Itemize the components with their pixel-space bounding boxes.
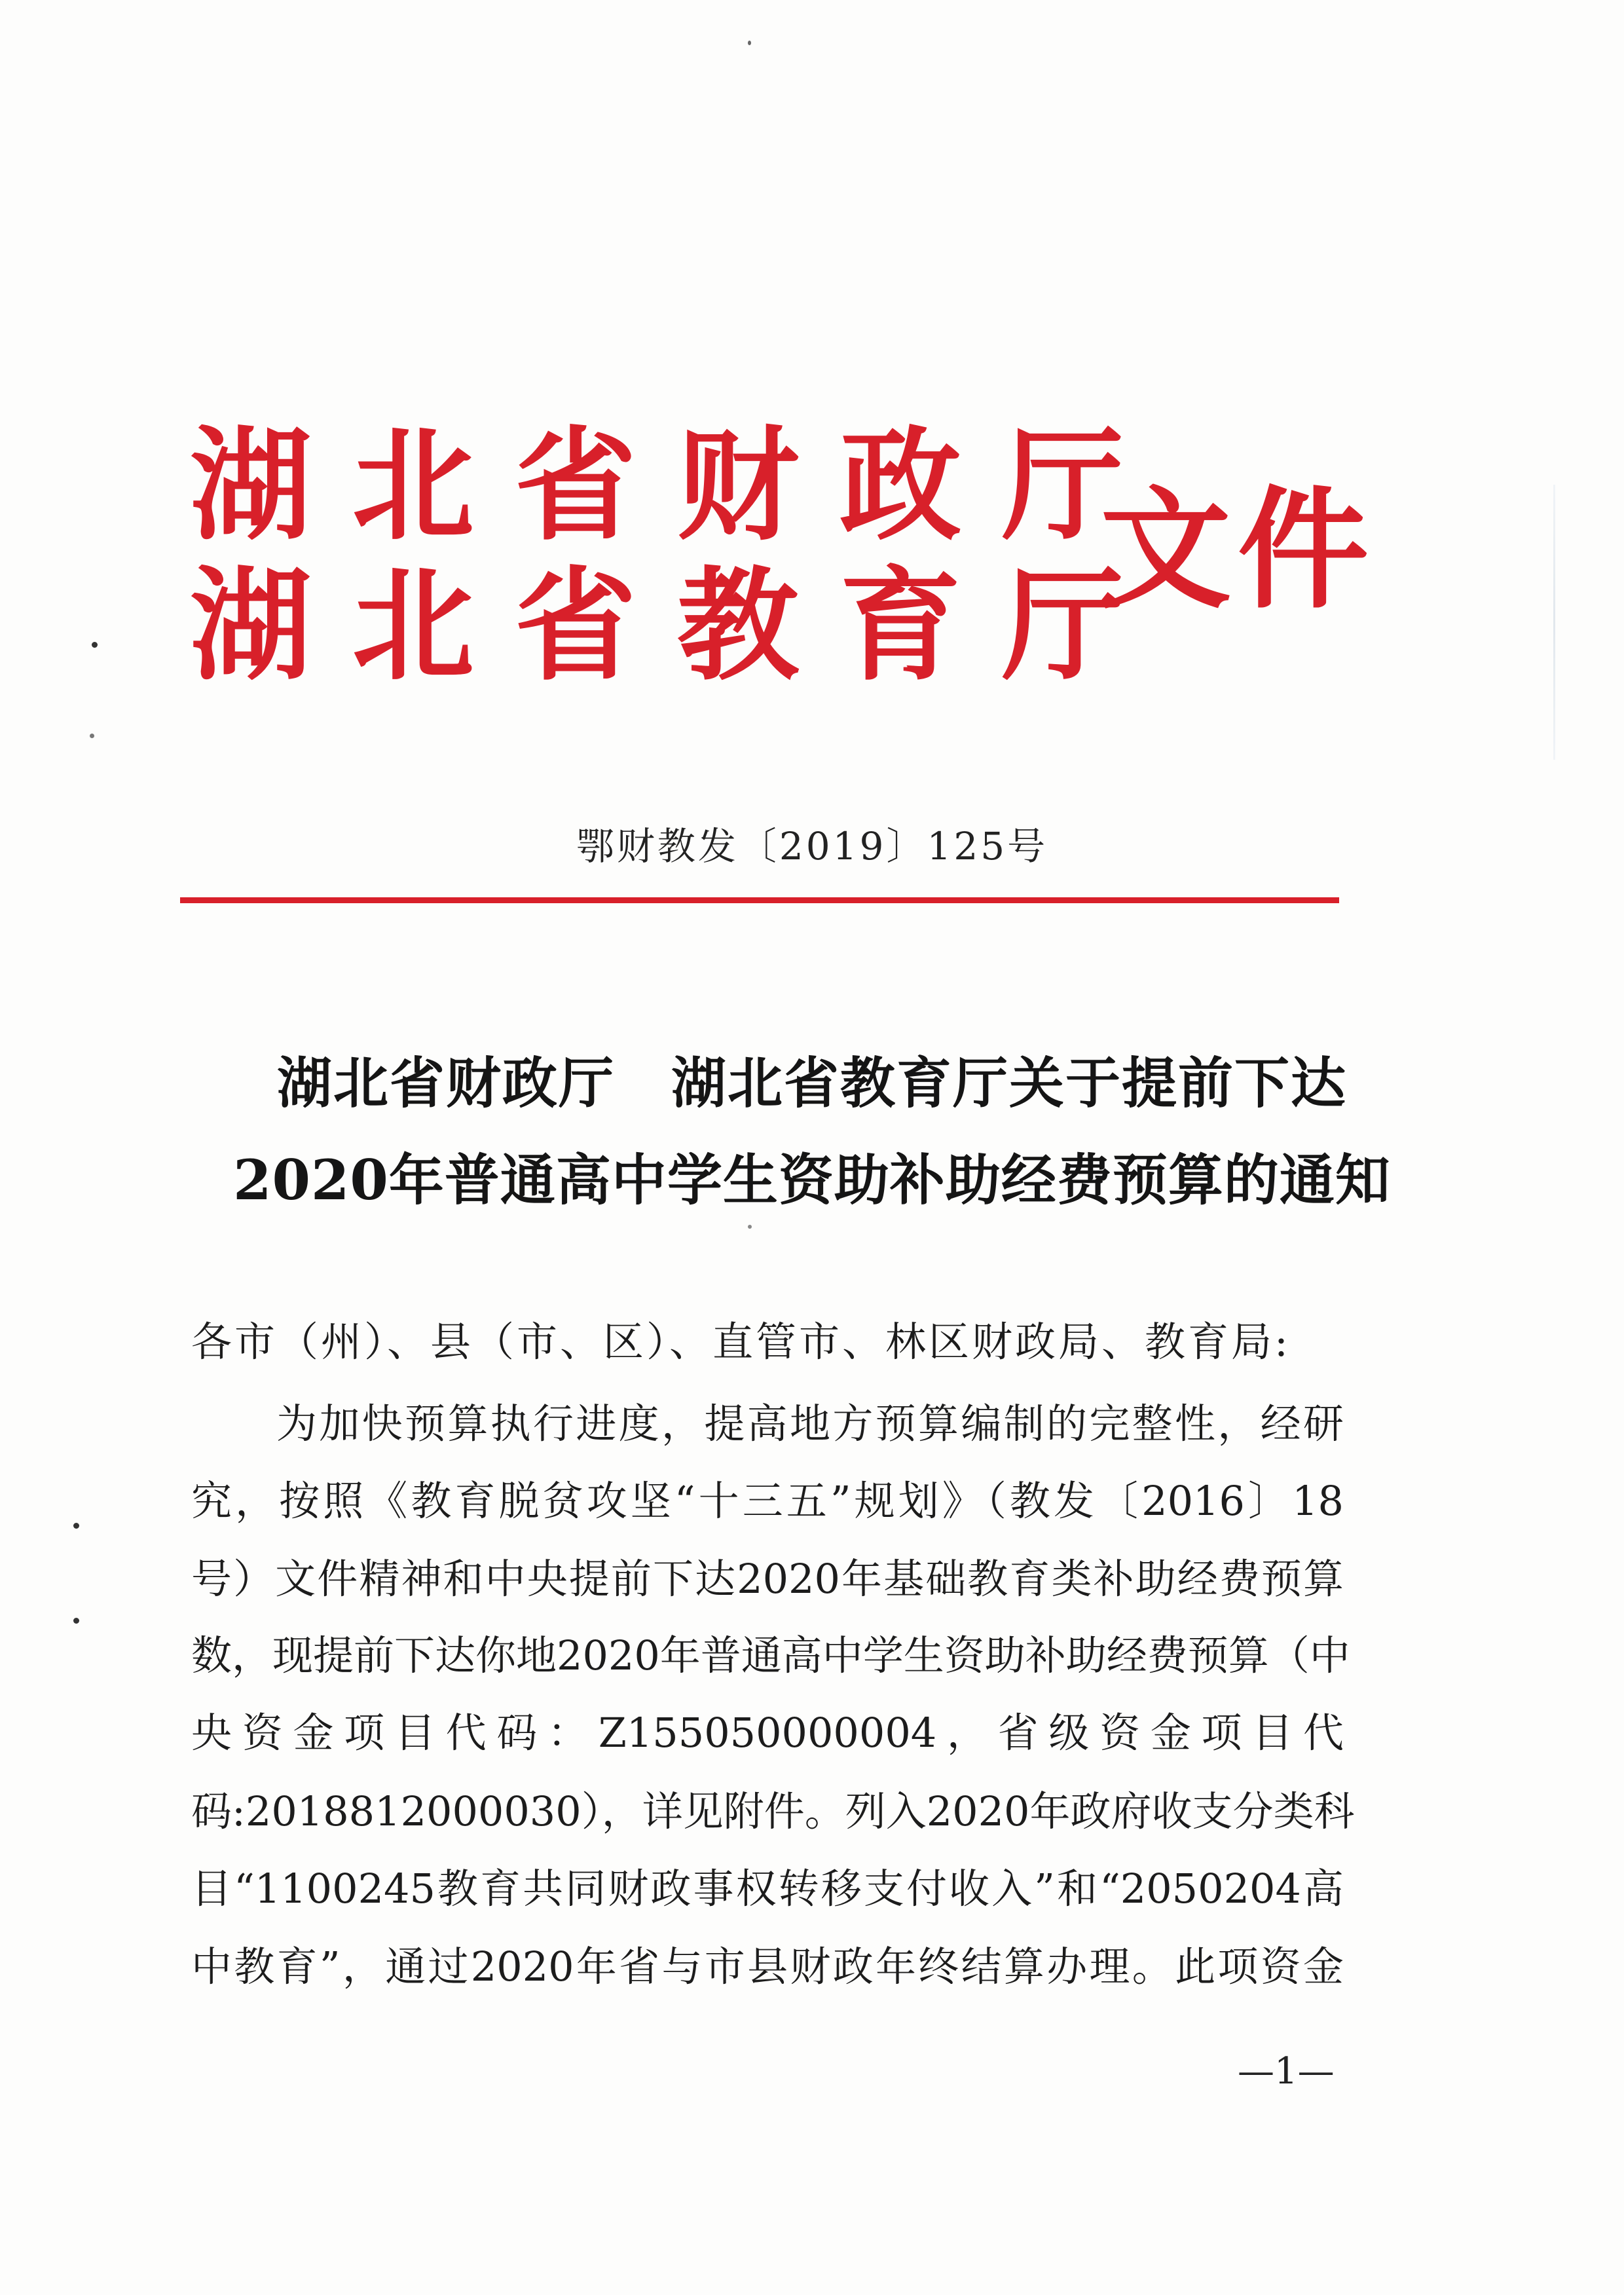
document-number: 鄂财教发〔2019〕125号	[576, 824, 1048, 868]
body-line: 号）文件精神和中央提前下达2020年基础教育类补助经费预算	[191, 1555, 1344, 1603]
red-masthead	[190, 413, 1376, 714]
masthead-document-suffix: 文件	[1100, 473, 1376, 627]
body-line: 究，按照《教育脱贫攻坚“十三五”规划》（教发〔2016〕18	[191, 1477, 1344, 1525]
page-number: —1—	[1238, 2050, 1335, 2093]
body-line: 央资金项目代码：Z155050000004，省级资金项目代	[191, 1709, 1344, 1757]
scan-speck	[90, 734, 94, 738]
scan-speck	[73, 1523, 79, 1529]
scan-edge-mark	[1553, 485, 1555, 760]
notice-title-line-1: 湖北省财政厅 湖北省教育厅关于提前下达	[276, 1051, 1347, 1115]
body-line: 中教育”，通过2020年省与市县财政年终结算办理。此项资金	[191, 1943, 1344, 1990]
body-line: 数，现提前下达你地2020年普通高中学生资助补助经费预算（中	[191, 1632, 1350, 1679]
masthead-issuer-education: 湖北省教育厅	[190, 553, 1165, 697]
body-line: 目“1100245教育共同财政事权转移支付收入”和“2050204高	[191, 1865, 1344, 1912]
body-line: 码:2018812000030），详见附件。列入2020年政府收支分类科	[191, 1787, 1355, 1835]
scan-speck	[748, 41, 751, 45]
scan-speck	[73, 1618, 79, 1624]
masthead-issuer-finance: 湖北省财政厅	[190, 413, 1165, 557]
red-divider-line	[180, 897, 1339, 903]
scan-speck	[92, 642, 98, 648]
addressee-line: 各市（州）、县（市、区）、直管市、林区财政局、教育局:	[191, 1318, 1291, 1366]
notice-title-line-2: 2020年普通高中学生资助补助经费预算的通知	[233, 1148, 1391, 1212]
body-line: 为加快预算执行进度，提高地方预算编制的完整性，经研	[276, 1400, 1344, 1447]
scan-speck	[748, 1225, 752, 1229]
